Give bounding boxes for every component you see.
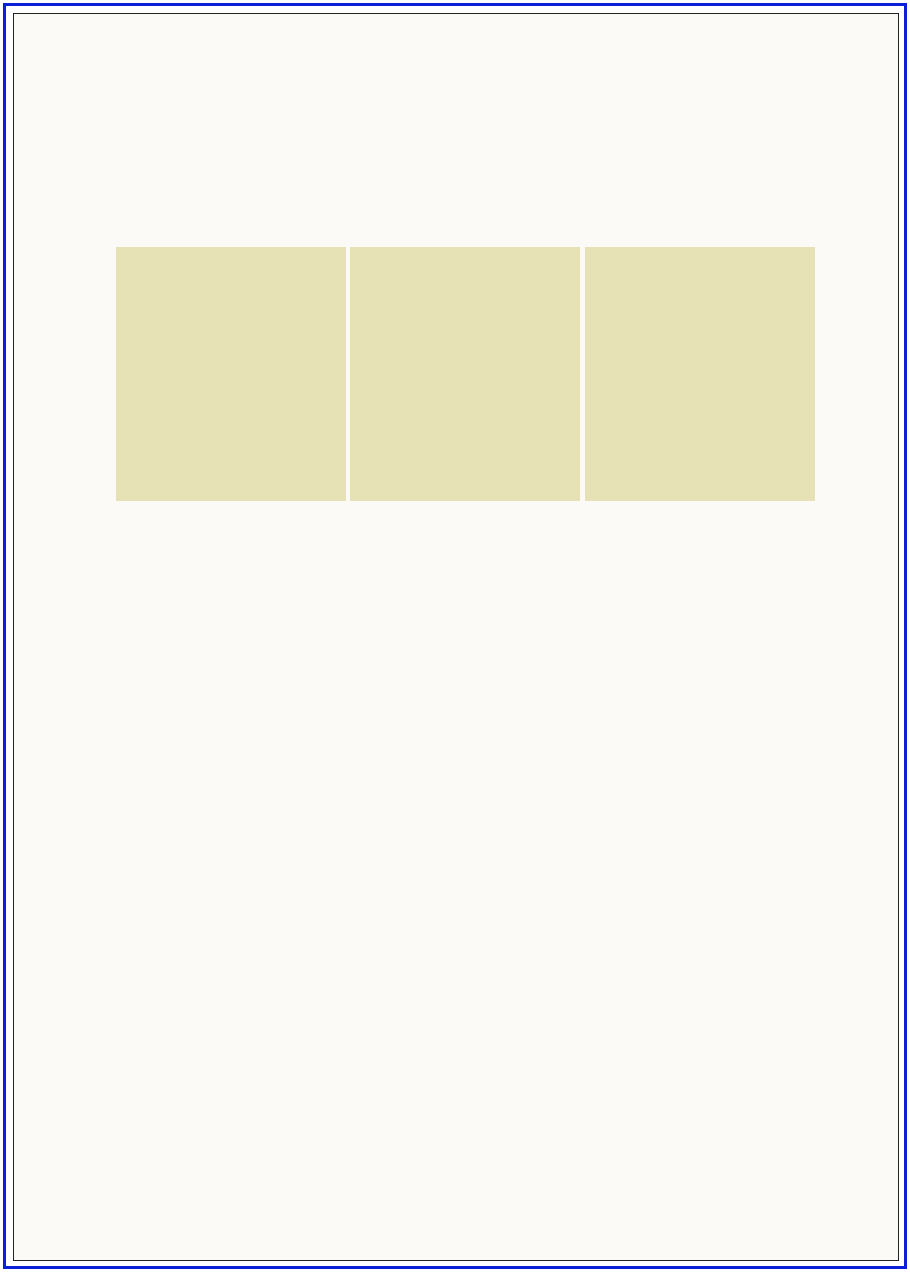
stamp-image-5-centavos <box>585 247 815 501</box>
page-frame <box>3 3 907 1269</box>
catalog-page <box>13 13 899 1261</box>
stamp-image-2-centavos <box>350 247 580 501</box>
stamp-image-1-centavo <box>116 247 346 501</box>
